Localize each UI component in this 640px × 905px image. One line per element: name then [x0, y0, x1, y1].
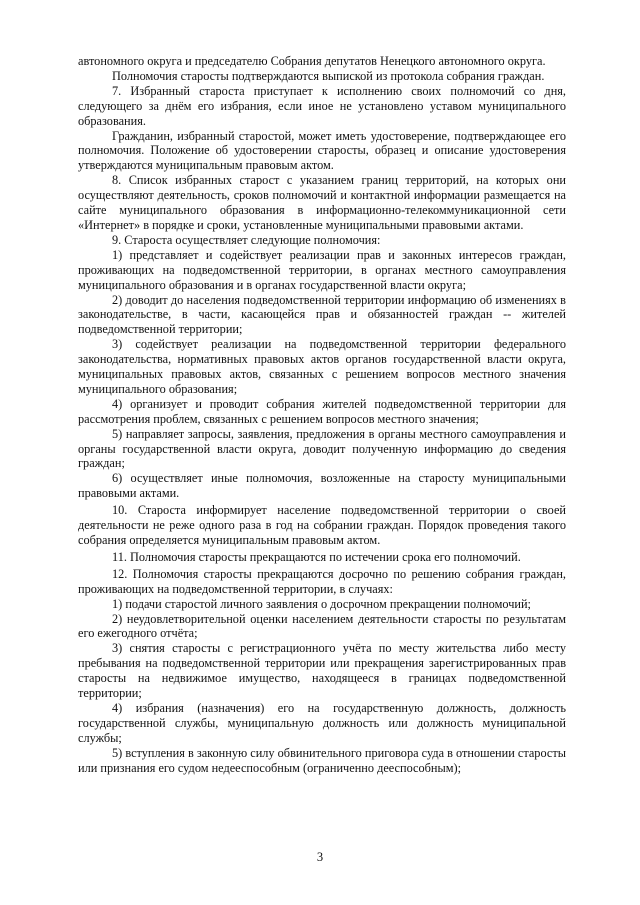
paragraph-item-12-4: 4) избрания (назначения) его на государственную должность, должность государственной службы, муниципальную должность или должность муниципальной службы;: [78, 700, 566, 745]
paragraph-item-10: 10. Староста информирует население подведомственной территории о своей деятельности не реже одного раза в год на собрании граждан. Порядок проведения такого собрания определяется муниципальным правовым актом.: [78, 503, 566, 547]
paragraph-continuation: автономного округа и председателю Собрания депутатов Ненецкого автономного округа.: [78, 54, 546, 68]
paragraph-item-9-4: 4) организует и проводит собрания жителей подведомственной территории для рассмотрения проблем, связанных с решением вопросов местного значения;: [78, 396, 566, 426]
paragraph-item-9-1: 1) представляет и содействует реализации прав и законных интересов граждан, проживающих на подведомственной территории, в органах местного самоуправления муниципального образования и в органах государственной власти округа;: [78, 247, 566, 292]
paragraph-item-12-3: 3) снятия старосты с регистрационного учёта по месту жительства либо месту пребывания на подведомственной территории или прекращения зарегистрированных прав старосты на недвижимое имущество, находящееся в границах подведомственной территории;: [78, 641, 566, 701]
paragraph-item-12-5: 5) вступления в законную силу обвинительного приговора суда в отношении старосты или признания его судом недееспособным (ограниченно дееспособным);: [78, 745, 566, 775]
paragraph-item-8: 8. Список избранных старост с указанием границ территорий, на которых они осуществляют деятельность, сроков полномочий и контактной информации размещается на сайте муниципального образования в информационно-телекоммуникационной сети «Интернет» в порядке и сроки, установленные муниципальными правовыми актами.: [78, 173, 566, 232]
paragraph-certificate: Гражданин, избранный старостой, может иметь удостоверение, подтверждающее его полномочия. Положение об удостоверении старосты, образец и описание удостоверения утверждаются муниципальным правовым актом.: [78, 128, 566, 173]
page-number: 3: [316, 850, 324, 864]
paragraph-item-9-5: 5) направляет запросы, заявления, предложения в органы местного самоуправления и органы государственной власти округа, доводит полученную информацию до сведения граждан;: [78, 426, 566, 471]
paragraph-item-12-1: 1) подачи старостой личного заявления о досрочном прекращении полномочий;: [112, 596, 531, 611]
paragraph-item-12-2: 2) неудовлетворительной оценки населением деятельности старосты по результатам его ежегодного отчёта;: [78, 611, 566, 641]
paragraph-item-11: 11. Полномочия старосты прекращаются по истечении срока его полномочий.: [112, 549, 521, 564]
paragraph-item-9-6: 6) осуществляет иные полномочия, возложенные на старосту муниципальными правовыми актами.: [78, 471, 566, 501]
document-body: [78, 54, 566, 776]
paragraph-item-9-2: 2) доводит до населения подведомственной территории информацию об изменениях в законодательстве, в части, касающейся прав и обязанностей граждан -- жителей подведомственной территории;: [78, 292, 566, 337]
paragraph-item-9-3: 3) содействует реализации на подведомственной территории федерального законодательства, нормативных правовых актов органов государственной власти округа, муниципальных правовых актов, связанных с решением вопросов местного значения муниципального образования;: [78, 337, 566, 396]
paragraph-item-9: 9. Староста осуществляет следующие полномочия:: [112, 232, 381, 247]
paragraph-confirmation: Полномочия старосты подтверждаются выпиской из протокола собрания граждан.: [112, 68, 545, 83]
paragraph-item-7: 7. Избранный староста приступает к исполнению своих полномочий со дня, следующего за днём его избрания, если иное не установлено уставом муниципального образования.: [78, 83, 566, 128]
paragraph-item-12: 12. Полномочия старосты прекращаются досрочно по решению собрания граждан, проживающих на подведомственной территории, в случаях:: [78, 566, 566, 596]
